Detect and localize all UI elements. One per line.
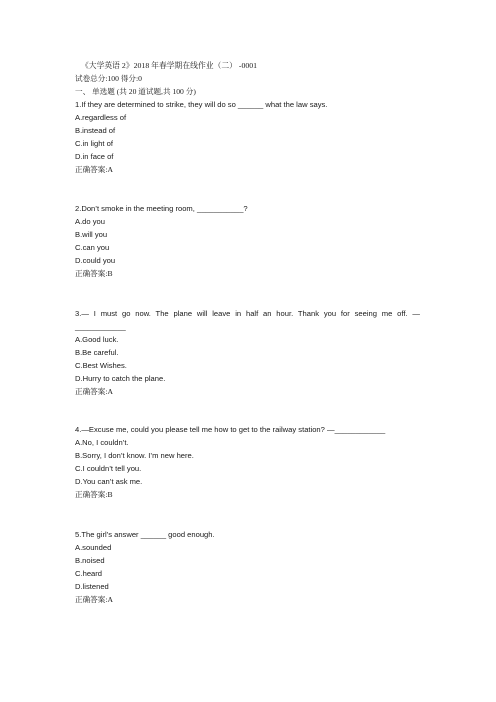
question-4-stem: 4.—Excuse me, could you please tell me how to get to the railway station? —____________ [75, 425, 386, 434]
question-1-option-b: B.instead of [75, 126, 116, 135]
question-3-option-b: B.Be careful. [75, 348, 119, 357]
question-1-option-c: C.in light of [75, 139, 113, 148]
question-4-answer: 正确答案:B [75, 490, 113, 499]
question-3-stem: 3.— I must go now. The plane will leave in half an hour. Thank you for seeing me off. — [75, 309, 420, 318]
question-2-option-b: B.will you [75, 230, 108, 239]
question-4-option-c: C.I couldn’t tell you. [75, 464, 142, 473]
question-3-option-c: C.Best Wishes. [75, 361, 127, 370]
question-3-answer: 正确答案:A [75, 387, 113, 396]
question-2-option-a: A.do you [75, 217, 105, 226]
document-title: 《大学英语 2》2018 年春学期在线作业（二） -0001 [81, 61, 258, 70]
question-5-answer: 正确答案:A [75, 595, 113, 604]
question-4-option-d: D.You can’t ask me. [75, 477, 143, 486]
question-4-option-a: A.No, I couldn’t. [75, 438, 129, 447]
question-5-option-c: C.heard [75, 569, 103, 578]
question-2-stem: 2.Don’t smoke in the meeting room, ___________? [75, 204, 248, 213]
question-5-option-a: A.sounded [75, 543, 112, 552]
question-3-stem-blank: ____________ [75, 322, 126, 331]
question-2-answer: 正确答案:B [75, 269, 113, 278]
question-5-option-d: D.listened [75, 582, 109, 591]
question-3-option-d: D.Hurry to catch the plane. [75, 374, 166, 383]
question-4-option-b: B.Sorry, I don’t know. I’m new here. [75, 451, 194, 460]
question-1-answer: 正确答案:A [75, 165, 113, 174]
question-1-stem: 1.If they are determined to strike, they will do so ______ what the law says. [75, 100, 328, 109]
question-2-option-d: D.could you [75, 256, 116, 265]
question-5-option-b: B.noised [75, 556, 105, 565]
question-1-option-a: A.regardless of [75, 113, 127, 122]
question-1-option-d: D.in face of [75, 152, 114, 161]
score-line: 试卷总分:100 得分:0 [75, 74, 142, 83]
question-3-option-a: A.Good luck. [75, 335, 119, 344]
question-5-stem: 5.The girl’s answer ______ good enough. [75, 530, 215, 539]
question-2-option-c: C.can you [75, 243, 110, 252]
section-heading: 一、 单选题 (共 20 道试题,共 100 分) [75, 87, 196, 96]
